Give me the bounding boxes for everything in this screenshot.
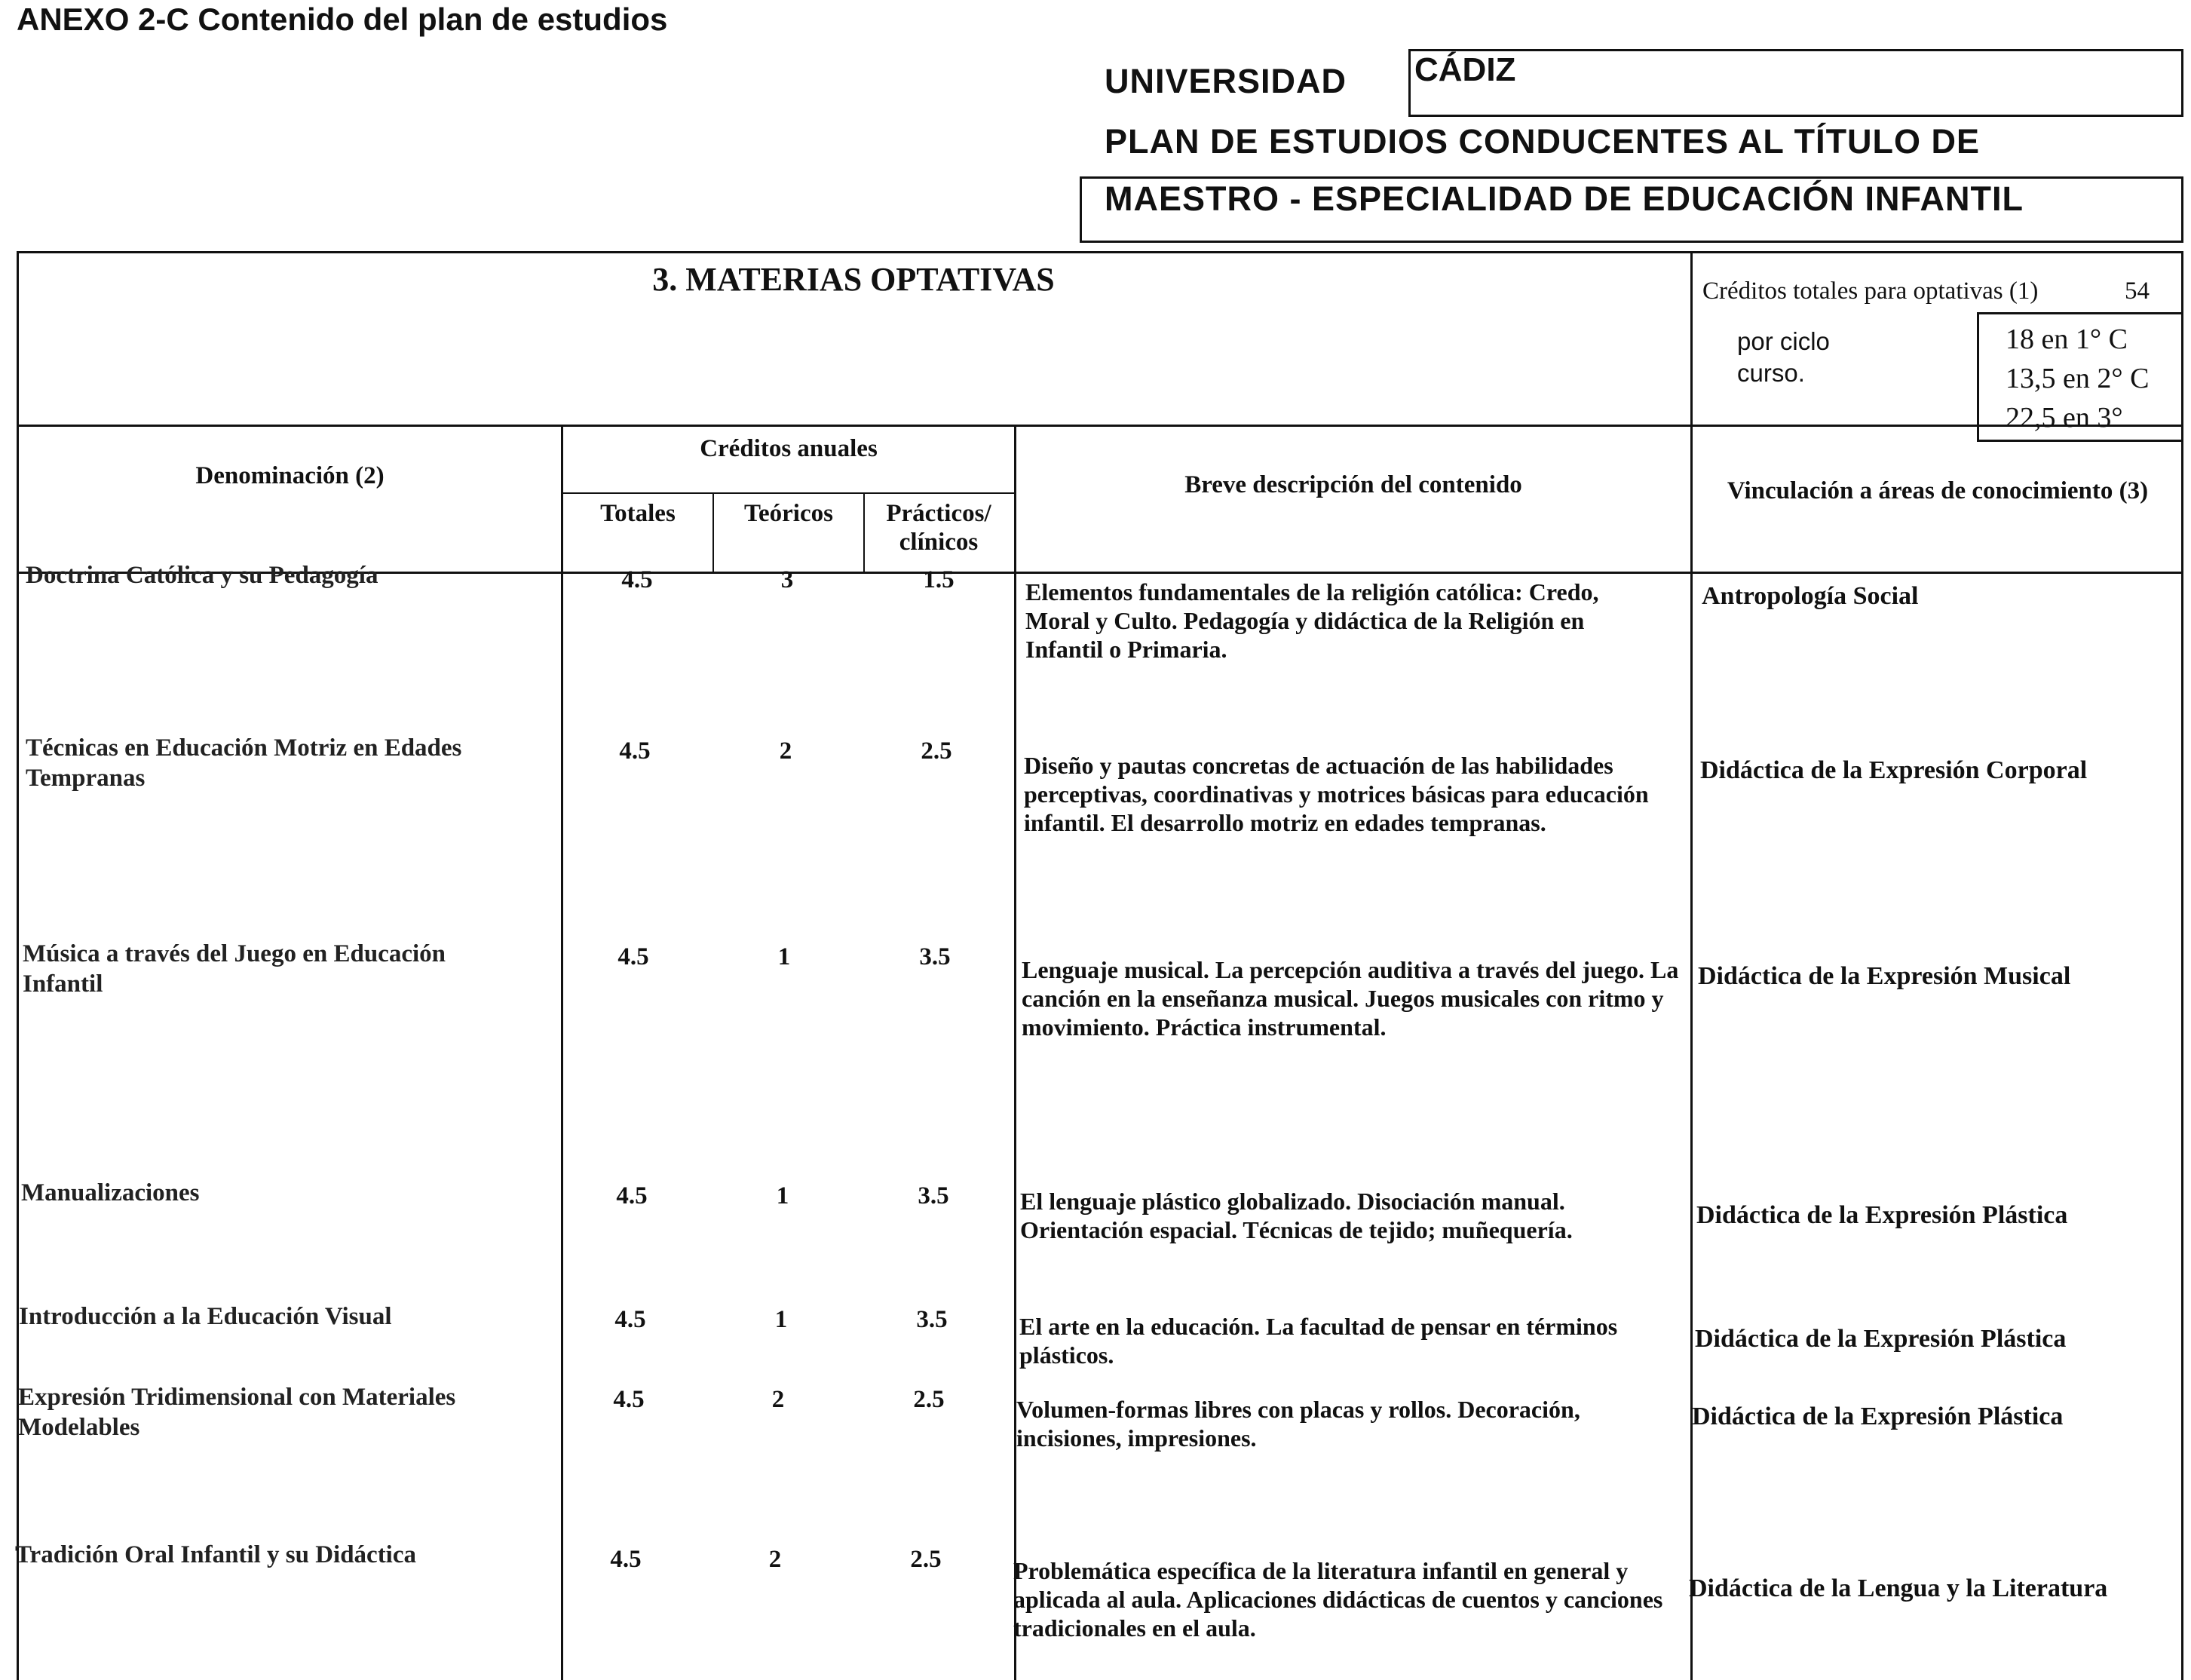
credits-practice: 3.5 bbox=[916, 1306, 948, 1333]
per-cycle-labels bbox=[1737, 326, 1830, 389]
credits-theory: 1 bbox=[777, 943, 791, 970]
credits-practice: 2.5 bbox=[921, 737, 952, 765]
col-header-name: Denominación (2) bbox=[195, 462, 385, 489]
university-label: UNIVERSIDAD bbox=[1105, 62, 1347, 100]
credits-total: 4.5 bbox=[619, 737, 651, 765]
knowledge-area: Didáctica de la Expresión Plástica bbox=[1695, 1325, 2067, 1353]
col-header-area: Vinculación a áreas de conocimiento (3) bbox=[1727, 477, 2149, 504]
credits-theory: 1 bbox=[774, 1306, 788, 1333]
credits-theory: 2 bbox=[768, 1546, 782, 1573]
col-divider-credits bbox=[1014, 427, 1016, 1680]
credits-theory: 1 bbox=[776, 1182, 789, 1209]
subject-description: Problemática específica de la literatura infantil en general y aplicada al aula. Aplicaciones didácticas de cuentos y canciones tradicionales en el aula. bbox=[1013, 1557, 1663, 1642]
credits-total: 4.5 bbox=[621, 566, 653, 593]
knowledge-area: Didáctica de la Expresión Plástica bbox=[1692, 1403, 2064, 1430]
credits-total: 4.5 bbox=[616, 1182, 648, 1209]
col-header-description: Breve descripción del contenido bbox=[1184, 471, 1522, 498]
credits-theory: 2 bbox=[771, 1386, 785, 1413]
degree-title: MAESTRO - ESPECIALIDAD DE EDUCACIÓN INFANTIL bbox=[1105, 179, 2024, 218]
subject-description: Diseño y pautas concretas de actuación de las habilidades perceptivas, coordinativas y motrices básicas para educación infantil. El desarrollo motriz en edades tempranas. bbox=[1024, 752, 1649, 836]
subject-name: Técnicas en Educación Motriz en Edades Tempranas bbox=[26, 734, 462, 792]
section-bottom-line bbox=[17, 425, 2183, 427]
subject-name: Música a través del Juego en Educación Infantil bbox=[23, 940, 446, 998]
credits-theory: 2 bbox=[779, 737, 792, 765]
section-title: 3. MATERIAS OPTATIVAS bbox=[652, 261, 1055, 298]
col-divider-name bbox=[561, 427, 563, 1680]
credits-total-label: Créditos totales para optativas (1) bbox=[1702, 277, 2039, 305]
subject-description: Elementos fundamentales de la religión católica: Credo, Moral y Culto. Pedagogía y didáctica de la Religión en Infantil o Primaria. bbox=[1025, 578, 1599, 663]
col-divider-desc bbox=[1690, 572, 1693, 1680]
col-header-theory: Teóricos bbox=[744, 500, 833, 527]
col-header-practice: Prácticos/ clínicos bbox=[886, 500, 991, 556]
cycle-credit-line: 13,5 en 2° C bbox=[2006, 363, 2150, 394]
credits-practice: 3.5 bbox=[918, 1182, 949, 1209]
subject-description: Volumen-formas libres con placas y rollos. Decoración, incisiones, impresiones. bbox=[1016, 1396, 1580, 1452]
credits-total: 4.5 bbox=[613, 1386, 645, 1413]
credits-practice: 2.5 bbox=[913, 1386, 945, 1413]
section-divider-vertical bbox=[1690, 251, 1693, 575]
credits-total: 4.5 bbox=[614, 1306, 646, 1333]
subject-description: Lenguaje musical. La percepción auditiva a través del juego. La canción en la enseñanza musical. Juegos musicales con ritmo y movimiento. Práctica instrumental. bbox=[1022, 956, 1679, 1041]
col-header-annual-credits: Créditos anuales bbox=[700, 435, 878, 462]
subject-name: Manualizaciones bbox=[21, 1179, 200, 1206]
credits-practice: 3.5 bbox=[919, 943, 951, 970]
university-box bbox=[1408, 49, 2183, 117]
subject-name: Expresión Tridimensional con Materiales Modelables bbox=[18, 1384, 456, 1441]
credits-practice: 1.5 bbox=[923, 566, 955, 593]
university-value: CÁDIZ bbox=[1414, 51, 1516, 88]
per-cycle-label: por ciclo bbox=[1737, 327, 1830, 355]
table-top-border bbox=[17, 251, 2183, 253]
knowledge-area: Didáctica de la Lengua y la Literatura bbox=[1689, 1574, 2108, 1602]
credits-practice: 2.5 bbox=[910, 1546, 942, 1573]
annex-title: ANEXO 2-C Contenido del plan de estudios bbox=[17, 2, 668, 37]
credits-subheader-line bbox=[562, 492, 1015, 494]
cycle-credit-line: 18 en 1° C bbox=[2006, 323, 2128, 355]
knowledge-area: Antropología Social bbox=[1702, 582, 1919, 610]
knowledge-area: Didáctica de la Expresión Corporal bbox=[1700, 756, 2088, 784]
plan-line: PLAN DE ESTUDIOS CONDUCENTES AL TÍTULO DE bbox=[1105, 122, 1981, 161]
col-header-totals: Totales bbox=[600, 500, 676, 527]
knowledge-area: Didáctica de la Expresión Musical bbox=[1698, 962, 2071, 990]
subject-name: Introducción a la Educación Visual bbox=[19, 1303, 392, 1330]
subject-description: El arte en la educación. La facultad de pensar en términos plásticos. bbox=[1019, 1313, 1618, 1369]
subject-description: El lenguaje plástico globalizado. Disociación manual. Orientación espacial. Técnicas de tejido; muñequería. bbox=[1020, 1188, 1573, 1243]
knowledge-area: Didáctica de la Expresión Plástica bbox=[1696, 1201, 2068, 1229]
cycle-credits bbox=[2006, 320, 2149, 437]
credits-theory: 3 bbox=[780, 566, 794, 593]
credits-total: 4.5 bbox=[610, 1546, 642, 1573]
credits-total: 4.5 bbox=[617, 943, 649, 970]
subject-name: Tradición Oral Infantil y su Didáctica bbox=[15, 1541, 416, 1568]
course-label: curso. bbox=[1737, 359, 1805, 387]
credits-total-value: 54 bbox=[2125, 277, 2150, 305]
cycle-credit-line: 22,5 en 3° bbox=[2006, 402, 2123, 434]
subject-name: Doctrina Católica y su Pedagogía bbox=[26, 562, 378, 589]
